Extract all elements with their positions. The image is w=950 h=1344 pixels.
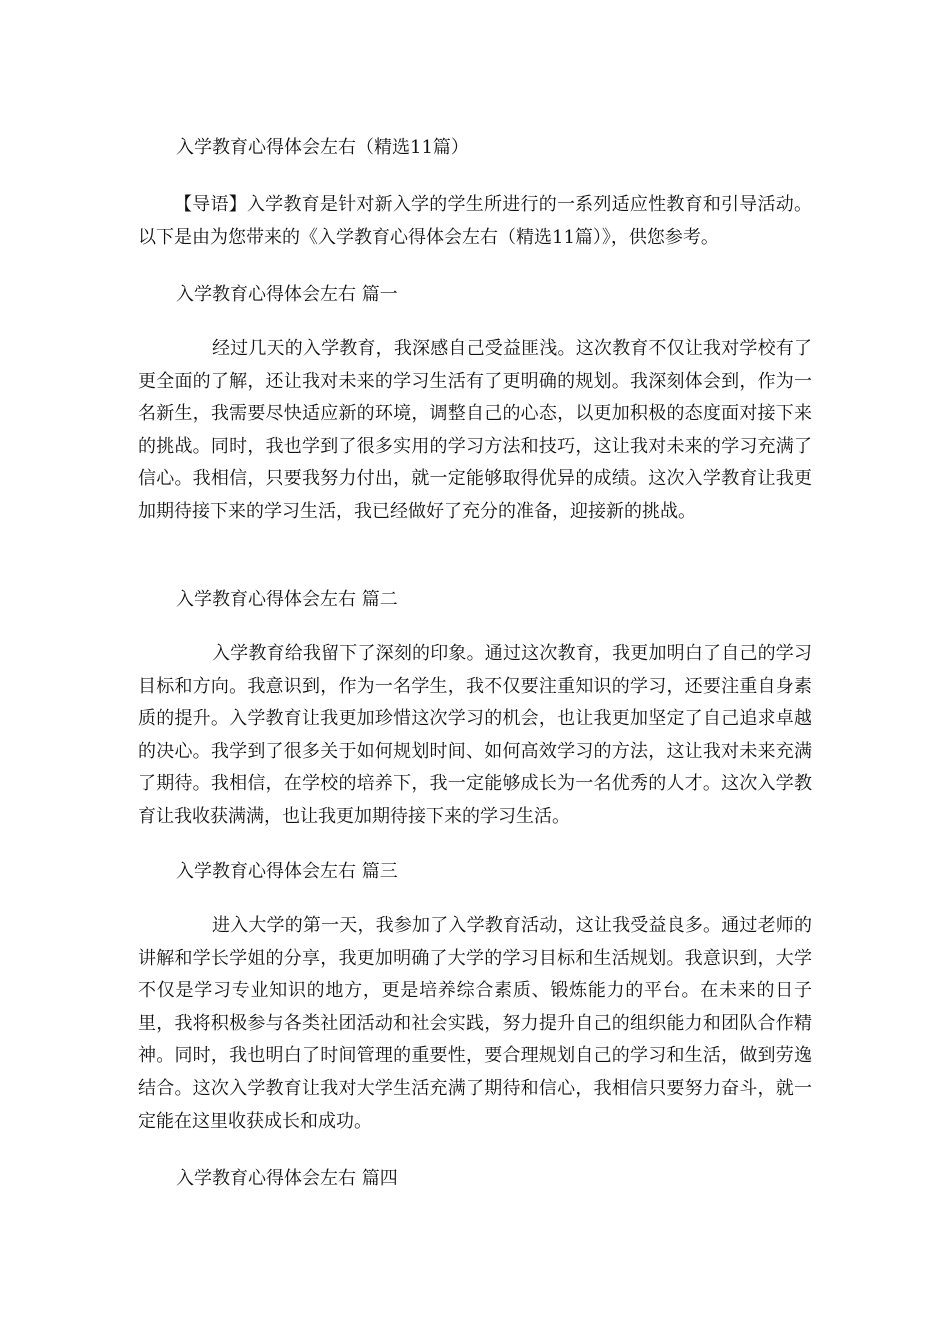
section-heading-3: 入学教育心得体会左右 篇三 <box>176 861 398 882</box>
section-body-3: 进入大学的第一天，我参加了入学教育活动，这让我受益良多。通过老师的讲解和学长学姐的分享，我更加明确了大学的学习目标和生活规划。我意识到，大学不仅是学习专业知识的地方，更是培养综合素质、锻炼能力的平台。在未来的日子里，我将积极参与各类社团活动和社会实践，努力提升自己的组织能力和团队合作精神。同时，我也明白了时间管理的重要性，要合理规划自己的学习和生活，做到劳逸结合。这次入学教育让我对大学生活充满了期待和信心，我相信只要努力奋斗，就一定能在这里收获成长和成功。 <box>138 915 812 1132</box>
section-heading-4: 入学教育心得体会左右 篇四 <box>176 1168 398 1189</box>
section-body-2: 入学教育给我留下了深刻的印象。通过这次教育，我更加明白了自己的学习目标和方向。我意识到，作为一名学生，我不仅要注重知识的学习，还要注重自身素质的提升。入学教育让我更加珍惜这次学习的机会，也让我更加坚定了自己追求卓越的决心。我学到了很多关于如何规划时间、如何高效学习的方法，这让我对未来充满了期待。我相信，在学校的培养下，我一定能够成长为一名优秀的人才。这次入学教育让我收获满满，也让我更加期待接下来的学习生活。 <box>138 643 812 827</box>
section-body-1: 经过几天的入学教育，我深感自己受益匪浅。这次教育不仅让我对学校有了更全面的了解，还让我对未来的学习生活有了更明确的规划。我深刻体会到，作为一名新生，我需要尽快适应新的环境，调整自己的心态，以更加积极的态度面对接下来的挑战。同时，我也学到了很多实用的学习方法和技巧，这让我对未来的学习充满了信心。我相信，只要我努力付出，就一定能够取得优异的成绩。这次入学教育让我更加期待接下来的学习生活，我已经做好了充分的准备，迎接新的挑战。 <box>138 338 812 522</box>
section-heading-2: 入学教育心得体会左右 篇二 <box>176 589 398 610</box>
section-heading-1: 入学教育心得体会左右 篇一 <box>176 284 398 305</box>
document-title: 入学教育心得体会左右（精选11篇） <box>176 137 469 158</box>
intro-paragraph: 【导语】入学教育是针对新入学的学生所进行的一系列适应性教育和引导活动。以下是由为您带来的《入学教育心得体会左右（精选11篇）》，供您参考。 <box>138 194 812 248</box>
